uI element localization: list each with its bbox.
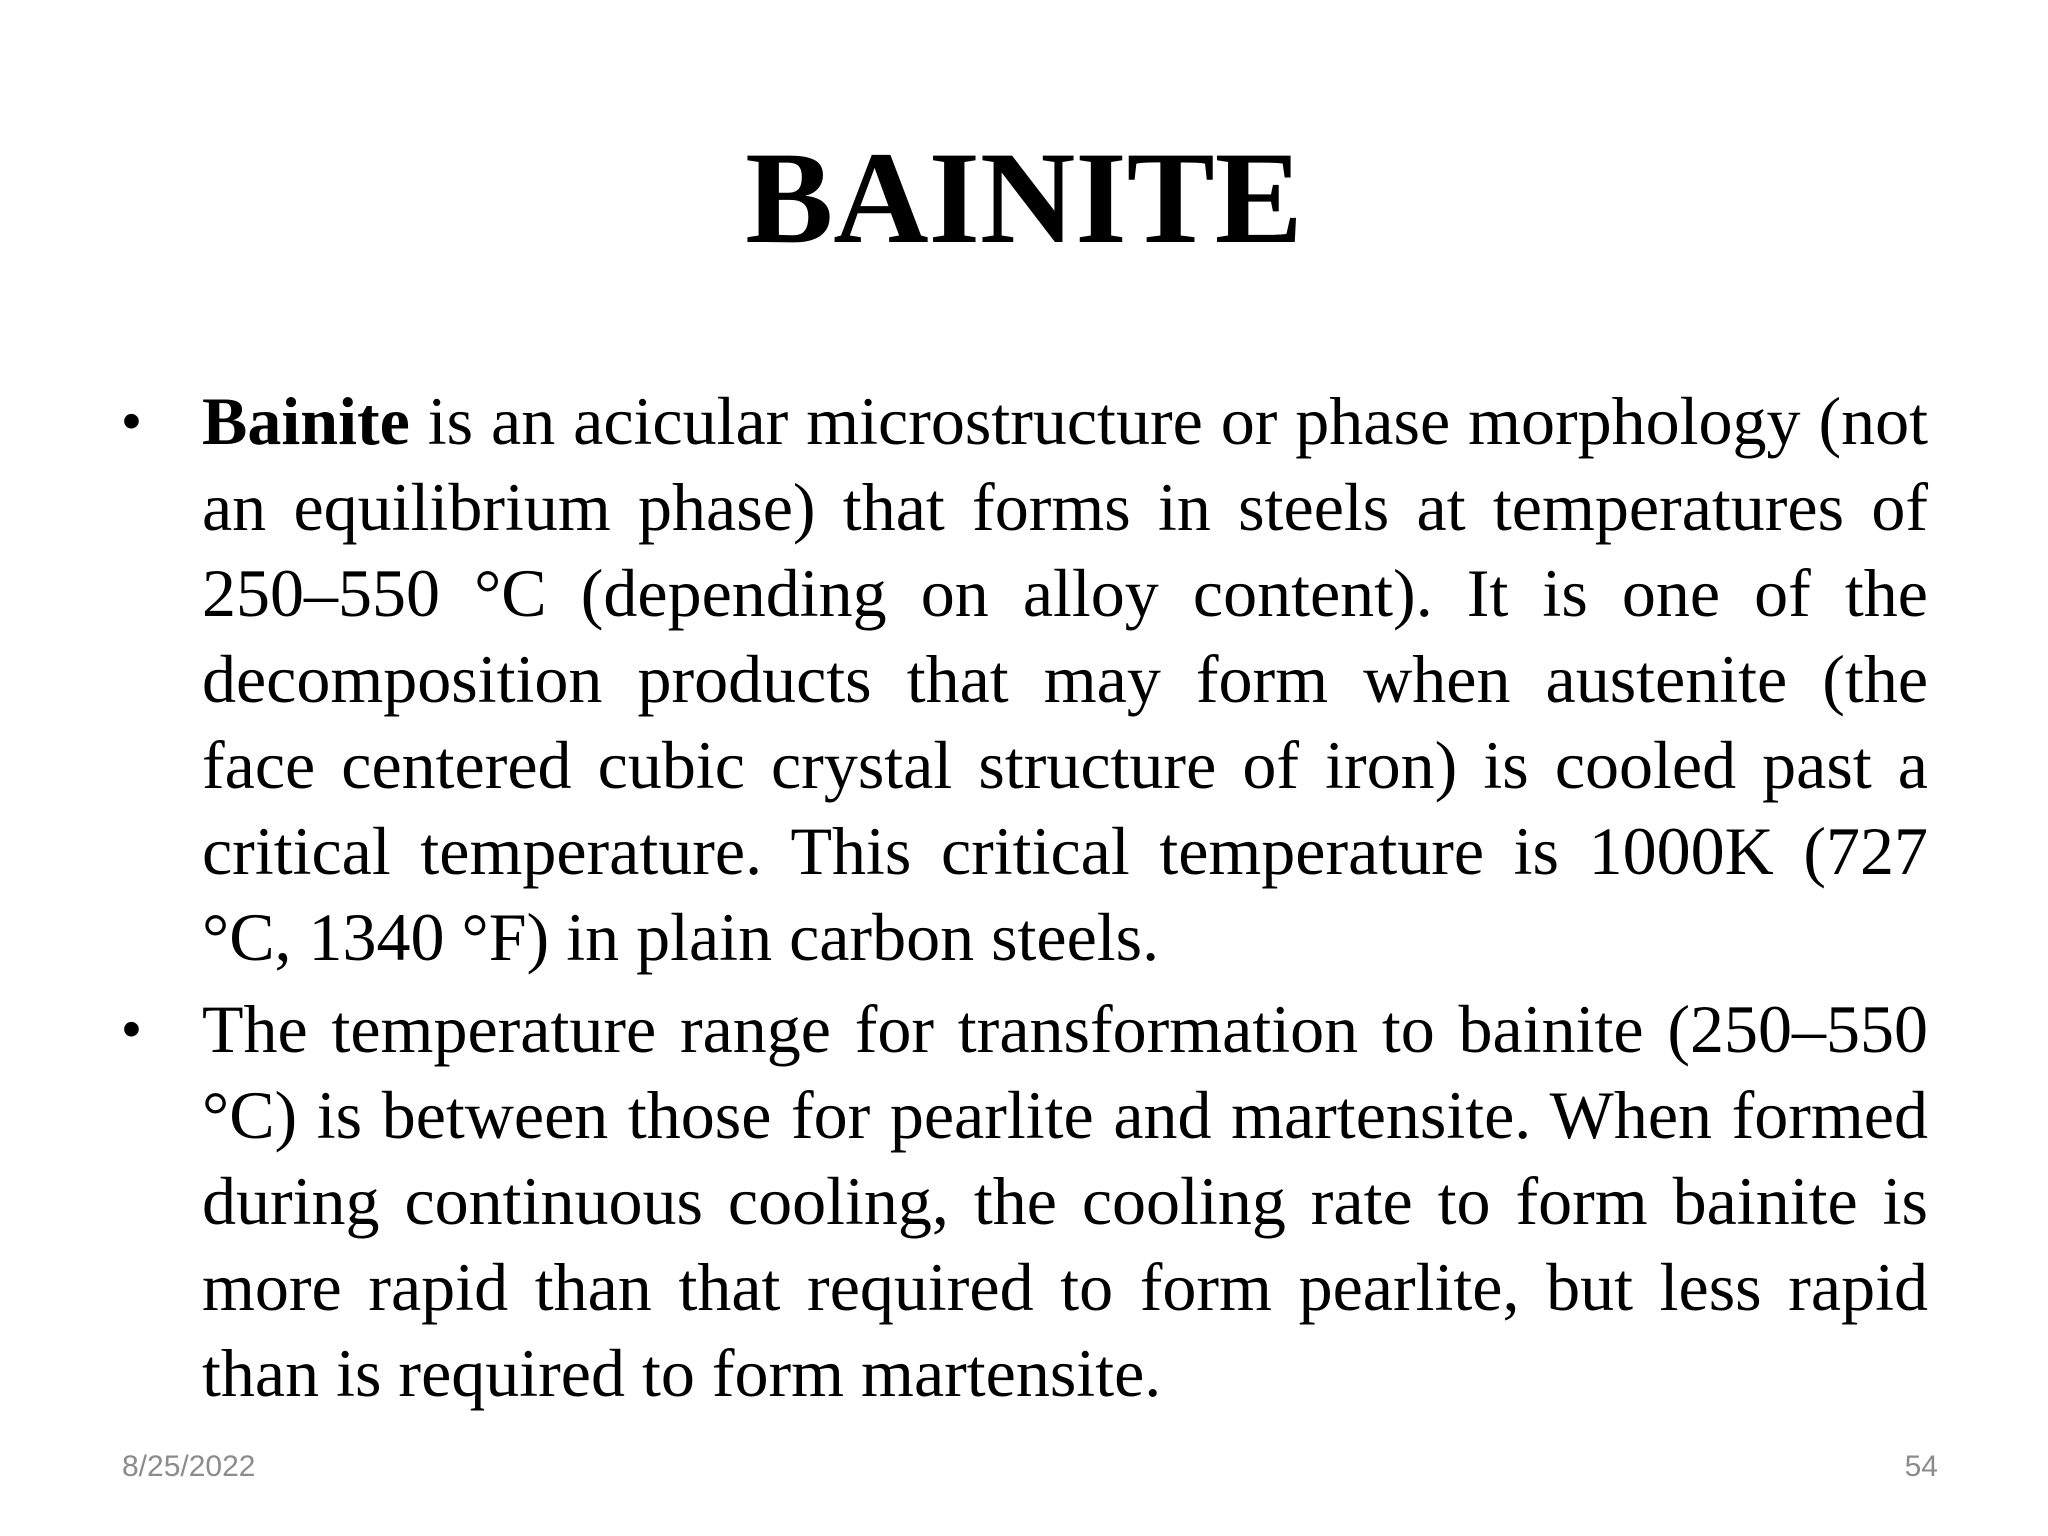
bullet-text	[202, 383, 1928, 975]
bullet-bold-lead: Bainite	[202, 383, 410, 459]
bullet-item	[120, 986, 1928, 1416]
slide-title: BAINITE	[745, 124, 1303, 271]
bullet-item	[120, 378, 1928, 980]
bullet-icon: •	[122, 391, 141, 451]
bullet-body: is an acicular microstructure or phase morphology (not an equilibrium phase) that forms in steels at temperatures of 250–550 °C (depending on alloy content). It is one of the decomposition products that may form when austenite (the face centered cubic crystal structure of iron) is cooled past a critical temperature. This critical temperature is 1000K (727 °C, 1340 °F) in plain carbon steels.	[202, 383, 1928, 975]
footer-page-number: 54	[1904, 1450, 1938, 1483]
bullet-icon: •	[122, 999, 141, 1059]
bullet-text	[202, 991, 1928, 1411]
bullet-body: The temperature range for transformation to bainite (250–550 °C) is between those for pearlite and martensite. When formed during continuous cooling, the cooling rate to form bainite is more rapid than that required to form pearlite, but less rapid than is required to form martensite.	[202, 991, 1928, 1411]
bullet-list	[120, 378, 1928, 1422]
footer-date: 8/25/2022	[122, 1450, 256, 1483]
